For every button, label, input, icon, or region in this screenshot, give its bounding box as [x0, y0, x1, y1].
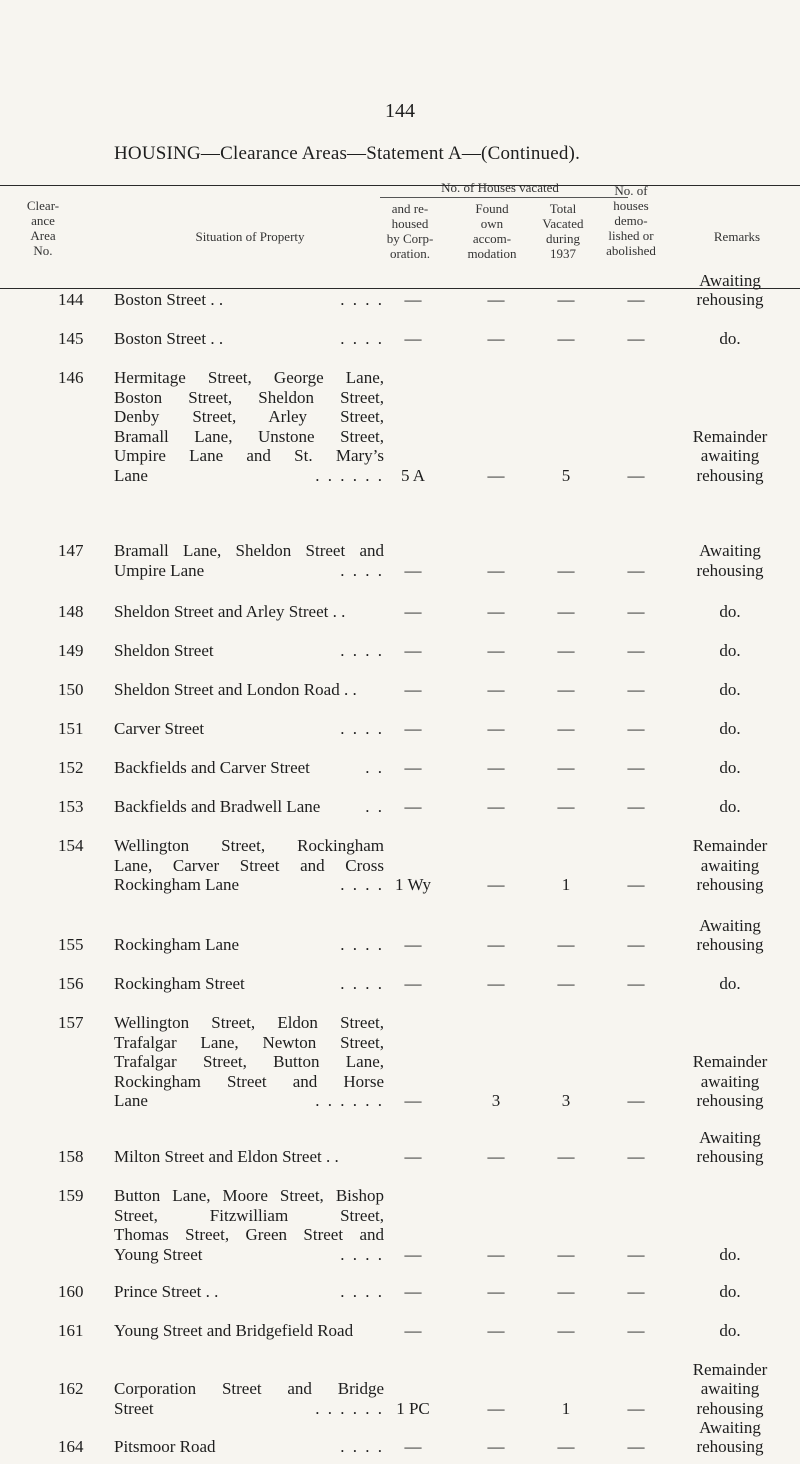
area-number: 159 — [58, 1186, 84, 1205]
demolished-value: — — [627, 641, 645, 660]
total-vacated-value: — — [557, 1147, 575, 1166]
remarks-line: rehousing — [696, 465, 764, 485]
remarks-cell — [670, 758, 790, 778]
total-vacated-value: — — [557, 1321, 575, 1340]
remarks-cell — [670, 1418, 790, 1457]
table-row — [0, 1282, 800, 1302]
situation-line: Lane — [114, 465, 148, 485]
remarks-cell — [670, 329, 790, 349]
found-own-value: — — [487, 1321, 505, 1340]
area-number: 164 — [58, 1437, 84, 1456]
remarks-line: do. — [719, 797, 741, 816]
table-row — [0, 329, 800, 349]
table-row — [0, 271, 800, 310]
total-vacated-value: — — [557, 1244, 575, 1264]
remarks-line: Remainder — [692, 1052, 768, 1071]
demolished-value: — — [627, 1091, 645, 1110]
found-own-value: 3 — [491, 1091, 501, 1110]
rehoused-value: 1 PC — [396, 1398, 430, 1418]
found-own-value: — — [487, 719, 505, 738]
rehoused-value: — — [404, 1321, 422, 1340]
situation-line: Thomas Street, Green Street and — [114, 1225, 384, 1244]
table-row — [0, 1321, 800, 1341]
leader-dots: . . . . — [340, 1244, 384, 1264]
found-own-value: — — [487, 935, 505, 954]
demolished-value: — — [627, 797, 645, 816]
demolished-value: — — [627, 1282, 645, 1301]
situation-line: Sheldon Street and Arley Street . . — [114, 602, 346, 621]
remarks-line: awaiting — [700, 1071, 760, 1091]
table-row — [0, 1013, 800, 1111]
total-vacated-value: — — [557, 1282, 575, 1301]
table-row — [0, 836, 800, 895]
situation-line: Carver Street — [114, 719, 205, 738]
remarks-line: rehousing — [696, 1147, 764, 1166]
total-vacated-value: — — [557, 329, 575, 348]
leader-dots: . . — [365, 758, 384, 777]
situation-line: Rockingham Lane — [114, 935, 240, 954]
rehoused-value: — — [404, 680, 422, 699]
leader-dots: . . . . — [340, 1437, 384, 1456]
situation-line: Milton Street and Eldon Street . . — [114, 1147, 339, 1166]
total-vacated-value: — — [557, 290, 575, 309]
situation-line: Sheldon Street — [114, 641, 214, 660]
area-number: 149 — [58, 641, 84, 660]
situation-line: Boston Street, Sheldon Street, — [114, 387, 384, 407]
demolished-value: — — [627, 465, 645, 485]
found-own-value: — — [487, 329, 505, 348]
demolished-value: — — [627, 1244, 645, 1264]
situation-line: Rockingham Street and Horse — [114, 1071, 384, 1091]
situation-line: Pitsmoor Road — [114, 1437, 216, 1456]
table-row — [0, 1186, 800, 1264]
header-houses-vacated: No. of Houses vacated — [441, 180, 559, 195]
area-number: 161 — [58, 1321, 84, 1340]
remarks-line: do. — [719, 1244, 741, 1264]
demolished-value: — — [627, 680, 645, 699]
demolished-value: — — [627, 935, 645, 954]
leader-dots: . . . . — [340, 290, 384, 309]
area-number: 144 — [58, 290, 84, 309]
situation-cell — [114, 602, 384, 622]
rehoused-value: — — [404, 1091, 422, 1110]
found-own-value: — — [487, 758, 505, 777]
remarks-line: do. — [719, 602, 741, 621]
rehoused-value: — — [404, 560, 422, 580]
situation-line: Sheldon Street and London Road . . — [114, 680, 357, 699]
demolished-value: — — [627, 875, 645, 894]
situation-line: Young Street — [114, 1244, 203, 1264]
found-own-value: — — [487, 1282, 505, 1301]
remarks-line: do. — [719, 329, 741, 348]
demolished-value: — — [627, 1321, 645, 1340]
remarks-line: rehousing — [696, 875, 764, 894]
rehoused-value: — — [404, 329, 422, 348]
total-vacated-value: — — [557, 602, 575, 621]
remarks-line: awaiting — [700, 446, 760, 465]
situation-line: Denby Street, Arley Street, — [114, 407, 384, 426]
found-own-value: — — [487, 465, 505, 485]
situation-cell — [114, 1321, 384, 1341]
situation-line: Umpire Lane and St. Mary’s — [114, 446, 384, 465]
found-own-value: — — [487, 1147, 505, 1166]
remarks-cell — [670, 1128, 790, 1167]
total-vacated-value: — — [557, 560, 575, 580]
header-total-vacated: Total Vacated during 1937 — [542, 201, 584, 261]
situation-line: Lane, Carver Street and Cross — [114, 855, 384, 875]
table-row — [0, 602, 800, 622]
total-vacated-value: — — [557, 1437, 575, 1456]
area-number: 152 — [58, 758, 84, 777]
situation-line: Trafalgar Street, Button Lane, — [114, 1052, 384, 1071]
situation-line: Boston Street . . — [114, 329, 224, 348]
demolished-value: — — [627, 1437, 645, 1456]
situation-line: Backfields and Carver Street — [114, 758, 310, 777]
remarks-cell — [670, 836, 790, 895]
remarks-line: rehousing — [696, 935, 764, 954]
demolished-value: — — [627, 758, 645, 777]
leader-dots: . . . . — [340, 875, 384, 894]
rehoused-value: — — [404, 641, 422, 660]
situation-line: Hermitage Street, George Lane, — [114, 368, 384, 387]
total-vacated-value: 1 — [561, 875, 571, 894]
table-row — [0, 1418, 800, 1457]
remarks-cell — [670, 797, 790, 817]
rehoused-value: — — [404, 1437, 422, 1456]
found-own-value: — — [487, 797, 505, 816]
rehoused-value: — — [404, 290, 422, 309]
table-row — [0, 1360, 800, 1419]
leader-dots: . . . . . . — [315, 1398, 384, 1418]
header-area-no: Clear- ance Area No. — [26, 198, 60, 258]
demolished-value: — — [627, 602, 645, 621]
situation-cell — [114, 680, 384, 700]
area-number: 160 — [58, 1282, 84, 1301]
situation-line: Umpire Lane — [114, 560, 205, 580]
remarks-line: do. — [719, 758, 741, 777]
remarks-line: do. — [719, 1282, 741, 1301]
rehoused-value: — — [404, 602, 422, 621]
found-own-value: — — [487, 641, 505, 660]
area-number: 145 — [58, 329, 84, 348]
table-row — [0, 541, 800, 580]
found-own-value: — — [487, 680, 505, 699]
remarks-line: Awaiting — [699, 1417, 761, 1437]
situation-line: Corporation Street and Bridge — [114, 1379, 384, 1398]
remarks-line: awaiting — [700, 1379, 760, 1398]
situation-line: Wellington Street, Eldon Street, — [114, 1013, 384, 1032]
total-vacated-value: — — [557, 974, 575, 993]
area-number: 146 — [58, 368, 84, 387]
table-row — [0, 916, 800, 955]
total-vacated-value: — — [557, 935, 575, 954]
situation-line: Backfields and Bradwell Lane — [114, 797, 321, 816]
leader-dots: . . . . — [340, 641, 384, 660]
remarks-line: Remainder — [692, 426, 768, 446]
area-number: 156 — [58, 974, 84, 993]
area-number: 155 — [58, 935, 84, 954]
remarks-cell — [670, 641, 790, 661]
rehoused-value: — — [404, 758, 422, 777]
situation-line: Prince Street . . — [114, 1282, 219, 1301]
demolished-value: — — [627, 974, 645, 993]
situation-line: Lane — [114, 1091, 148, 1110]
found-own-value: — — [487, 1244, 505, 1264]
remarks-line: awaiting — [700, 855, 760, 875]
situation-line: Rockingham Street — [114, 974, 245, 993]
remarks-line: Remainder — [692, 836, 768, 855]
table-row — [0, 758, 800, 778]
header-demolished: No. of houses demo- lished or abolished — [606, 183, 656, 258]
rehoused-value: — — [404, 935, 422, 954]
area-number: 151 — [58, 719, 84, 738]
rehoused-value: — — [404, 1147, 422, 1166]
found-own-value: — — [487, 602, 505, 621]
situation-line: Bramall Lane, Unstone Street, — [114, 426, 384, 446]
remarks-line: Awaiting — [699, 1127, 761, 1147]
remarks-line: do. — [719, 641, 741, 660]
leader-dots: . . . . — [340, 1282, 384, 1301]
found-own-value: — — [487, 1398, 505, 1418]
situation-cell — [114, 1147, 384, 1167]
rehoused-value: 1 Wy — [395, 875, 431, 894]
remarks-cell — [670, 602, 790, 622]
remarks-cell — [670, 680, 790, 700]
remarks-line: Remainder — [692, 1359, 768, 1379]
rehoused-value: — — [404, 1282, 422, 1301]
remarks-cell — [670, 916, 790, 955]
remarks-line: Awaiting — [699, 270, 761, 290]
remarks-cell — [670, 427, 790, 486]
area-number: 162 — [58, 1379, 84, 1398]
rehoused-value: — — [404, 974, 422, 993]
situation-line: Rockingham Lane — [114, 875, 240, 894]
demolished-value: — — [627, 1147, 645, 1166]
leader-dots: . . . . — [340, 329, 384, 348]
situation-line: Street — [114, 1398, 154, 1418]
table-row — [0, 797, 800, 817]
demolished-value: — — [627, 560, 645, 580]
rehoused-value: — — [404, 797, 422, 816]
situation-line: Young Street and Bridgefield Road — [114, 1321, 354, 1340]
remarks-line: do. — [719, 719, 741, 738]
remarks-cell — [670, 1245, 790, 1265]
area-number: 154 — [58, 836, 84, 855]
leader-dots: . . . . — [340, 935, 384, 954]
demolished-value: — — [627, 1398, 645, 1418]
remarks-line: do. — [719, 974, 741, 993]
remarks-line: do. — [719, 680, 741, 699]
found-own-value: — — [487, 974, 505, 993]
leader-dots: . . . . — [340, 719, 384, 738]
demolished-value: — — [627, 719, 645, 738]
found-own-value: — — [487, 290, 505, 309]
page-number: 144 — [385, 100, 415, 122]
total-vacated-value: — — [557, 797, 575, 816]
found-own-value: — — [487, 1437, 505, 1456]
total-vacated-value: 3 — [561, 1091, 571, 1110]
remarks-line: rehousing — [696, 1091, 764, 1110]
remarks-cell — [670, 974, 790, 994]
remarks-cell — [670, 1282, 790, 1302]
rehoused-value: 5 A — [400, 465, 426, 485]
remarks-line: rehousing — [696, 1437, 764, 1456]
total-vacated-value: — — [557, 758, 575, 777]
table-row — [0, 974, 800, 994]
leader-dots: . . . . — [340, 974, 384, 993]
found-own-value: — — [487, 875, 505, 894]
situation-line: Street, Fitzwilliam Street, — [114, 1205, 384, 1225]
area-number: 150 — [58, 680, 84, 699]
remarks-cell — [670, 271, 790, 310]
table-row — [0, 368, 800, 485]
total-vacated-value: — — [557, 719, 575, 738]
area-number: 153 — [58, 797, 84, 816]
remarks-line: Awaiting — [699, 541, 761, 560]
leader-dots: . . . . . . — [315, 1091, 384, 1110]
remarks-line: Awaiting — [699, 915, 761, 935]
leader-dots: . . . . . . — [315, 465, 384, 485]
situation-line: Trafalgar Lane, Newton Street, — [114, 1032, 384, 1052]
header-remarks: Remarks — [713, 229, 761, 244]
area-number: 147 — [58, 541, 84, 560]
found-own-value: — — [487, 560, 505, 580]
page-title: HOUSING—Clearance Areas—Statement A—(Continued). — [114, 143, 581, 164]
table-row — [0, 719, 800, 739]
remarks-cell — [670, 1321, 790, 1341]
total-vacated-value: 1 — [561, 1398, 571, 1418]
remarks-line: rehousing — [696, 1398, 764, 1418]
remarks-cell — [670, 1052, 790, 1111]
area-number: 148 — [58, 602, 84, 621]
rehoused-value: — — [404, 1244, 422, 1264]
situation-line: Wellington Street, Rockingham — [114, 836, 384, 855]
remarks-line: do. — [719, 1321, 741, 1340]
header-rehoused: and re- housed by Corp- oration. — [386, 201, 434, 261]
total-vacated-value: — — [557, 641, 575, 660]
area-number: 157 — [58, 1013, 84, 1032]
total-vacated-value: 5 — [561, 465, 571, 485]
situation-line: Boston Street . . — [114, 290, 224, 309]
leader-dots: . . . . — [340, 560, 384, 580]
remarks-line: rehousing — [696, 560, 764, 580]
table-row — [0, 641, 800, 661]
demolished-value: — — [627, 290, 645, 309]
situation-line: Bramall Lane, Sheldon Street and — [114, 541, 384, 560]
header-situation: Situation of Property — [195, 229, 305, 244]
area-number: 158 — [58, 1147, 84, 1166]
table-row — [0, 680, 800, 700]
header-group-rule — [380, 197, 628, 198]
header-found-own: Found own accom- modation — [467, 201, 517, 261]
rehoused-value: — — [404, 719, 422, 738]
remarks-cell — [670, 1360, 790, 1419]
total-vacated-value: — — [557, 680, 575, 699]
situation-line: Button Lane, Moore Street, Bishop — [114, 1186, 384, 1205]
demolished-value: — — [627, 329, 645, 348]
remarks-cell — [670, 719, 790, 739]
leader-dots: . . — [365, 797, 384, 816]
remarks-line: rehousing — [696, 290, 764, 309]
remarks-cell — [670, 541, 790, 580]
table-row — [0, 1128, 800, 1167]
